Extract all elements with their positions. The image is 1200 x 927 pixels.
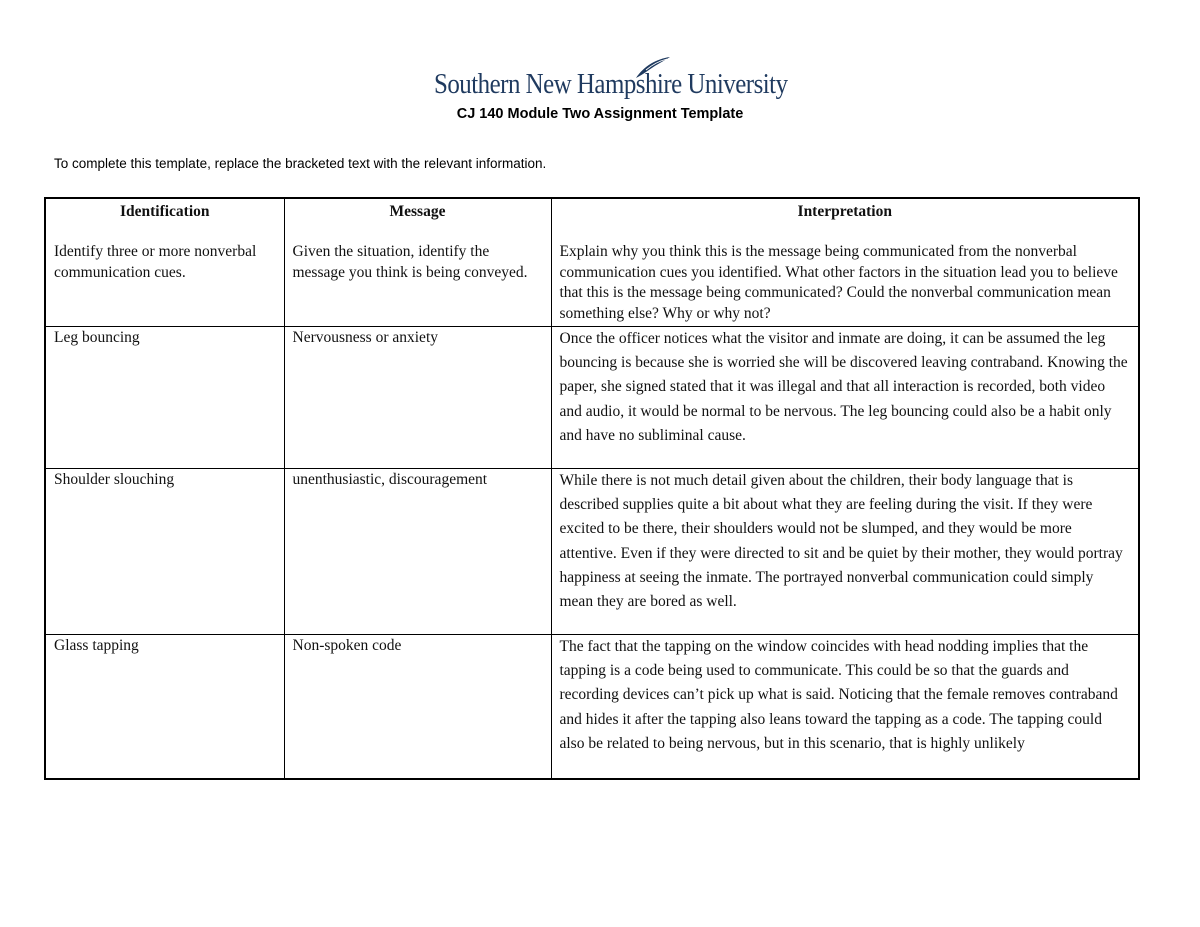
table-header-row (45, 198, 1139, 327)
interpretation-cell[interactable]: Once the officer notices what the visitor and inmate are doing, it can be assumed the leg bouncing is because she is worried she will be discovered leaving contraband. Knowing the paper, she signed stated that it was illegal and that all interaction is recorded, both video and audio, it would be normal to be nervous. The leg bouncing could also be a habit only and have no subliminal cause. (551, 327, 1139, 469)
table-row (45, 469, 1139, 635)
column-interpretation (551, 198, 1139, 327)
column-heading: Message (389, 203, 446, 220)
message-cell[interactable]: unenthusiastic, discouragement (284, 469, 551, 635)
identification-cell[interactable]: Shoulder slouching (45, 469, 284, 635)
column-heading: Identification (119, 203, 210, 220)
identification-cell[interactable]: Glass tapping (45, 635, 284, 779)
interpretation-cell[interactable]: While there is not much detail given about the children, their body language that is described supplies quite a bit about what they are feeling during the visit. If they were excited to be there, their shoulders would not be slumped, and they would be more attentive. Even if they were directed to sit and be quiet by their mother, they would portray happiness at seeing the inmate. The portrayed nonverbal communication could simply mean they are bored as well. (551, 469, 1139, 635)
document-title: CJ 140 Module Two Assignment Template (456, 106, 744, 122)
column-description: Explain why you think this is the message being communicated from the nonverbal communication cues you identified. What other factors in the situation lead you to believe that this is the message being communicated? Could the nonverbal communication mean something else? Why or why not? (559, 243, 1118, 322)
message-cell[interactable]: Non-spoken code (284, 635, 551, 779)
column-identification (45, 198, 284, 327)
table-row (45, 327, 1139, 469)
instructions-text: To complete this template, replace the bracketed text with the relevant information. (54, 156, 547, 171)
column-description: Identify three or more nonverbal communication cues. (54, 243, 257, 281)
message-cell[interactable]: Nervousness or anxiety (284, 327, 551, 469)
table-row (45, 635, 1139, 779)
university-name: Southern New Hampshire University (434, 68, 788, 100)
column-description: Given the situation, identify the message you think is being conveyed. (292, 243, 528, 281)
column-message (284, 198, 551, 327)
identification-cell[interactable]: Leg bouncing (45, 327, 284, 469)
university-logo (434, 56, 788, 104)
column-heading: Interpretation (797, 203, 892, 220)
assignment-table (44, 197, 1140, 780)
interpretation-cell[interactable]: The fact that the tapping on the window coincides with head nodding implies that the tapping is a code being used to communicate. This could be so that the guards and recording devices can’t pick up what is said. Noticing that the female removes contraband and hides it after the tapping also leans toward the tapping as a code. The tapping could also be related to being nervous, but in this scenario, that is highly unlikely (551, 635, 1139, 779)
